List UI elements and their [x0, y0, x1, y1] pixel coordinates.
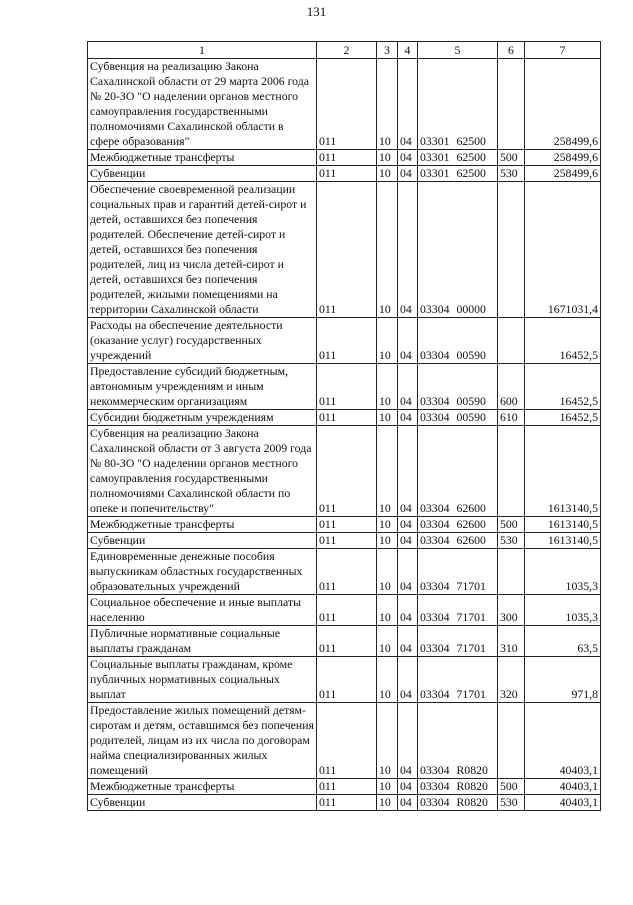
row-section-cell: 10 — [377, 364, 398, 410]
row-target-article-cell: 03304 71701 — [418, 626, 498, 657]
table-body — [88, 59, 601, 811]
row-subsection-cell: 04 — [398, 657, 418, 703]
row-ministry-code-cell: 011 — [317, 626, 377, 657]
row-amount-cell: 16452,5 — [525, 410, 601, 426]
row-name-cell: Субвенция на реализацию Закона Сахалинской области от 3 августа 2009 года № 80-ЗО "О наделении органов местного самоуправления государственными полномочиями Сахалинской области по опеке и попечительству" — [88, 426, 317, 517]
table-row — [88, 779, 601, 795]
table-row — [88, 318, 601, 364]
row-ministry-code-cell: 011 — [317, 533, 377, 549]
row-expense-type-cell — [498, 426, 525, 517]
row-expense-type-cell: 610 — [498, 410, 525, 426]
row-subsection-cell: 04 — [398, 549, 418, 595]
row-expense-type-cell: 500 — [498, 517, 525, 533]
row-name-cell: Единовременные денежные пособия выпускникам областных государственных образовательных учреждений — [88, 549, 317, 595]
table-row — [88, 410, 601, 426]
table-row — [88, 533, 601, 549]
row-subsection-cell: 04 — [398, 779, 418, 795]
row-name-cell: Публичные нормативные социальные выплаты гражданам — [88, 626, 317, 657]
row-ministry-code-cell: 011 — [317, 779, 377, 795]
row-ministry-code-cell: 011 — [317, 410, 377, 426]
row-name-cell: Предоставление субсидий бюджетным, автономным учреждениям и иным некоммерческим организациям — [88, 364, 317, 410]
row-target-article-cell: 03304 62600 — [418, 533, 498, 549]
row-ministry-code-cell: 011 — [317, 549, 377, 595]
row-subsection-cell: 04 — [398, 595, 418, 626]
row-section-cell: 10 — [377, 517, 398, 533]
table-row — [88, 657, 601, 703]
table-row — [88, 59, 601, 150]
row-subsection-cell: 04 — [398, 517, 418, 533]
row-target-article-cell: 03304 R0820 — [418, 703, 498, 779]
row-expense-type-cell — [498, 59, 525, 150]
row-amount-cell: 1613140,5 — [525, 517, 601, 533]
row-amount-cell: 63,5 — [525, 626, 601, 657]
row-subsection-cell: 04 — [398, 59, 418, 150]
row-expense-type-cell: 530 — [498, 795, 525, 811]
table-row — [88, 549, 601, 595]
row-section-cell: 10 — [377, 657, 398, 703]
row-ministry-code-cell: 011 — [317, 166, 377, 182]
row-target-article-cell: 03304 00590 — [418, 318, 498, 364]
row-amount-cell: 40403,1 — [525, 703, 601, 779]
row-section-cell: 10 — [377, 410, 398, 426]
row-section-cell: 10 — [377, 182, 398, 318]
row-subsection-cell: 04 — [398, 318, 418, 364]
row-name-cell: Социальное обеспечение и иные выплаты населению — [88, 595, 317, 626]
row-ministry-code-cell: 011 — [317, 150, 377, 166]
row-target-article-cell: 03301 62500 — [418, 150, 498, 166]
row-subsection-cell: 04 — [398, 364, 418, 410]
row-expense-type-cell: 500 — [498, 150, 525, 166]
row-expense-type-cell: 530 — [498, 166, 525, 182]
row-target-article-cell: 03304 71701 — [418, 549, 498, 595]
row-name-cell: Субсидии бюджетным учреждениям — [88, 410, 317, 426]
row-amount-cell: 1035,3 — [525, 549, 601, 595]
row-name-cell: Субвенции — [88, 166, 317, 182]
table-header-row — [88, 42, 601, 59]
header-cell-1: 1 — [88, 42, 317, 59]
row-ministry-code-cell: 011 — [317, 595, 377, 626]
row-name-cell: Межбюджетные трансферты — [88, 150, 317, 166]
row-target-article-cell: 03304 00590 — [418, 364, 498, 410]
row-expense-type-cell — [498, 182, 525, 318]
row-amount-cell: 1671031,4 — [525, 182, 601, 318]
row-name-cell: Межбюджетные трансферты — [88, 779, 317, 795]
header-cell-6: 6 — [498, 42, 525, 59]
row-amount-cell: 258499,6 — [525, 166, 601, 182]
header-cell-5: 5 — [418, 42, 498, 59]
row-name-cell: Субвенция на реализацию Закона Сахалинской области от 29 марта 2006 года № 20-ЗО "О наделении органов местного самоуправления государственными полномочиями Сахалинской области в сфере образования" — [88, 59, 317, 150]
row-amount-cell: 971,8 — [525, 657, 601, 703]
row-expense-type-cell — [498, 703, 525, 779]
row-subsection-cell: 04 — [398, 703, 418, 779]
row-name-cell: Субвенции — [88, 533, 317, 549]
page-number: 131 — [306, 4, 327, 19]
row-amount-cell: 1613140,5 — [525, 426, 601, 517]
row-subsection-cell: 04 — [398, 426, 418, 517]
table-row — [88, 595, 601, 626]
row-target-article-cell: 03304 62600 — [418, 517, 498, 533]
row-subsection-cell: 04 — [398, 410, 418, 426]
row-target-article-cell: 03301 62500 — [418, 166, 498, 182]
row-subsection-cell: 04 — [398, 626, 418, 657]
row-expense-type-cell — [498, 549, 525, 595]
row-ministry-code-cell: 011 — [317, 59, 377, 150]
row-amount-cell: 1035,3 — [525, 595, 601, 626]
row-target-article-cell: 03304 71701 — [418, 595, 498, 626]
row-amount-cell: 16452,5 — [525, 364, 601, 410]
row-target-article-cell: 03304 71701 — [418, 657, 498, 703]
row-section-cell: 10 — [377, 795, 398, 811]
row-ministry-code-cell: 011 — [317, 318, 377, 364]
table-row — [88, 626, 601, 657]
row-subsection-cell: 04 — [398, 795, 418, 811]
row-subsection-cell: 04 — [398, 182, 418, 318]
row-section-cell: 10 — [377, 166, 398, 182]
row-amount-cell: 40403,1 — [525, 795, 601, 811]
row-ministry-code-cell: 011 — [317, 795, 377, 811]
row-expense-type-cell: 300 — [498, 595, 525, 626]
row-section-cell: 10 — [377, 549, 398, 595]
table-row — [88, 166, 601, 182]
table-row — [88, 426, 601, 517]
header-cell-2: 2 — [317, 42, 377, 59]
row-amount-cell: 258499,6 — [525, 150, 601, 166]
row-subsection-cell: 04 — [398, 150, 418, 166]
table-row — [88, 364, 601, 410]
row-section-cell: 10 — [377, 150, 398, 166]
row-target-article-cell: 03304 00000 — [418, 182, 498, 318]
row-section-cell: 10 — [377, 779, 398, 795]
row-expense-type-cell: 500 — [498, 779, 525, 795]
row-expense-type-cell — [498, 318, 525, 364]
row-target-article-cell: 03304 R0820 — [418, 779, 498, 795]
row-target-article-cell: 03304 62600 — [418, 426, 498, 517]
row-section-cell: 10 — [377, 318, 398, 364]
row-section-cell: 10 — [377, 426, 398, 517]
row-target-article-cell: 03304 R0820 — [418, 795, 498, 811]
row-ministry-code-cell: 011 — [317, 703, 377, 779]
row-target-article-cell: 03304 00590 — [418, 410, 498, 426]
header-cell-7: 7 — [525, 42, 601, 59]
row-amount-cell: 16452,5 — [525, 318, 601, 364]
row-ministry-code-cell: 011 — [317, 182, 377, 318]
row-section-cell: 10 — [377, 59, 398, 150]
row-expense-type-cell: 320 — [498, 657, 525, 703]
row-section-cell: 10 — [377, 533, 398, 549]
row-name-cell: Расходы на обеспечение деятельности (оказание услуг) государственных учреждений — [88, 318, 317, 364]
row-target-article-cell: 03301 62500 — [418, 59, 498, 150]
row-name-cell: Обеспечение своевременной реализации социальных прав и гарантий детей-сирот и детей, оставшихся без попечения родителей. Обеспечение детей-сирот и детей, оставшихся без попечения родителей, лиц из числа детей-сирот и детей, оставшихся без попечения родителей, жилыми помещениями на территории Сахалинской области — [88, 182, 317, 318]
table-row — [88, 517, 601, 533]
header-cell-3: 3 — [377, 42, 398, 59]
row-section-cell: 10 — [377, 703, 398, 779]
row-expense-type-cell: 310 — [498, 626, 525, 657]
row-subsection-cell: 04 — [398, 166, 418, 182]
row-ministry-code-cell: 011 — [317, 364, 377, 410]
row-name-cell: Социальные выплаты гражданам, кроме публичных нормативных социальных выплат — [88, 657, 317, 703]
row-name-cell: Предоставление жилых помещений детям-сиротам и детям, оставшимся без попечения родителей, лицам из их числа по договорам найма специализированных жилых помещений — [88, 703, 317, 779]
table-row — [88, 182, 601, 318]
table-row — [88, 795, 601, 811]
row-name-cell: Субвенции — [88, 795, 317, 811]
row-ministry-code-cell: 011 — [317, 426, 377, 517]
header-cell-4: 4 — [398, 42, 418, 59]
table-row — [88, 150, 601, 166]
row-name-cell: Межбюджетные трансферты — [88, 517, 317, 533]
table-row — [88, 703, 601, 779]
row-amount-cell: 258499,6 — [525, 59, 601, 150]
budget-table — [87, 41, 601, 811]
row-subsection-cell: 04 — [398, 533, 418, 549]
row-section-cell: 10 — [377, 595, 398, 626]
row-ministry-code-cell: 011 — [317, 517, 377, 533]
row-amount-cell: 1613140,5 — [525, 533, 601, 549]
row-section-cell: 10 — [377, 626, 398, 657]
row-amount-cell: 40403,1 — [525, 779, 601, 795]
row-expense-type-cell: 530 — [498, 533, 525, 549]
row-expense-type-cell: 600 — [498, 364, 525, 410]
row-ministry-code-cell: 011 — [317, 657, 377, 703]
